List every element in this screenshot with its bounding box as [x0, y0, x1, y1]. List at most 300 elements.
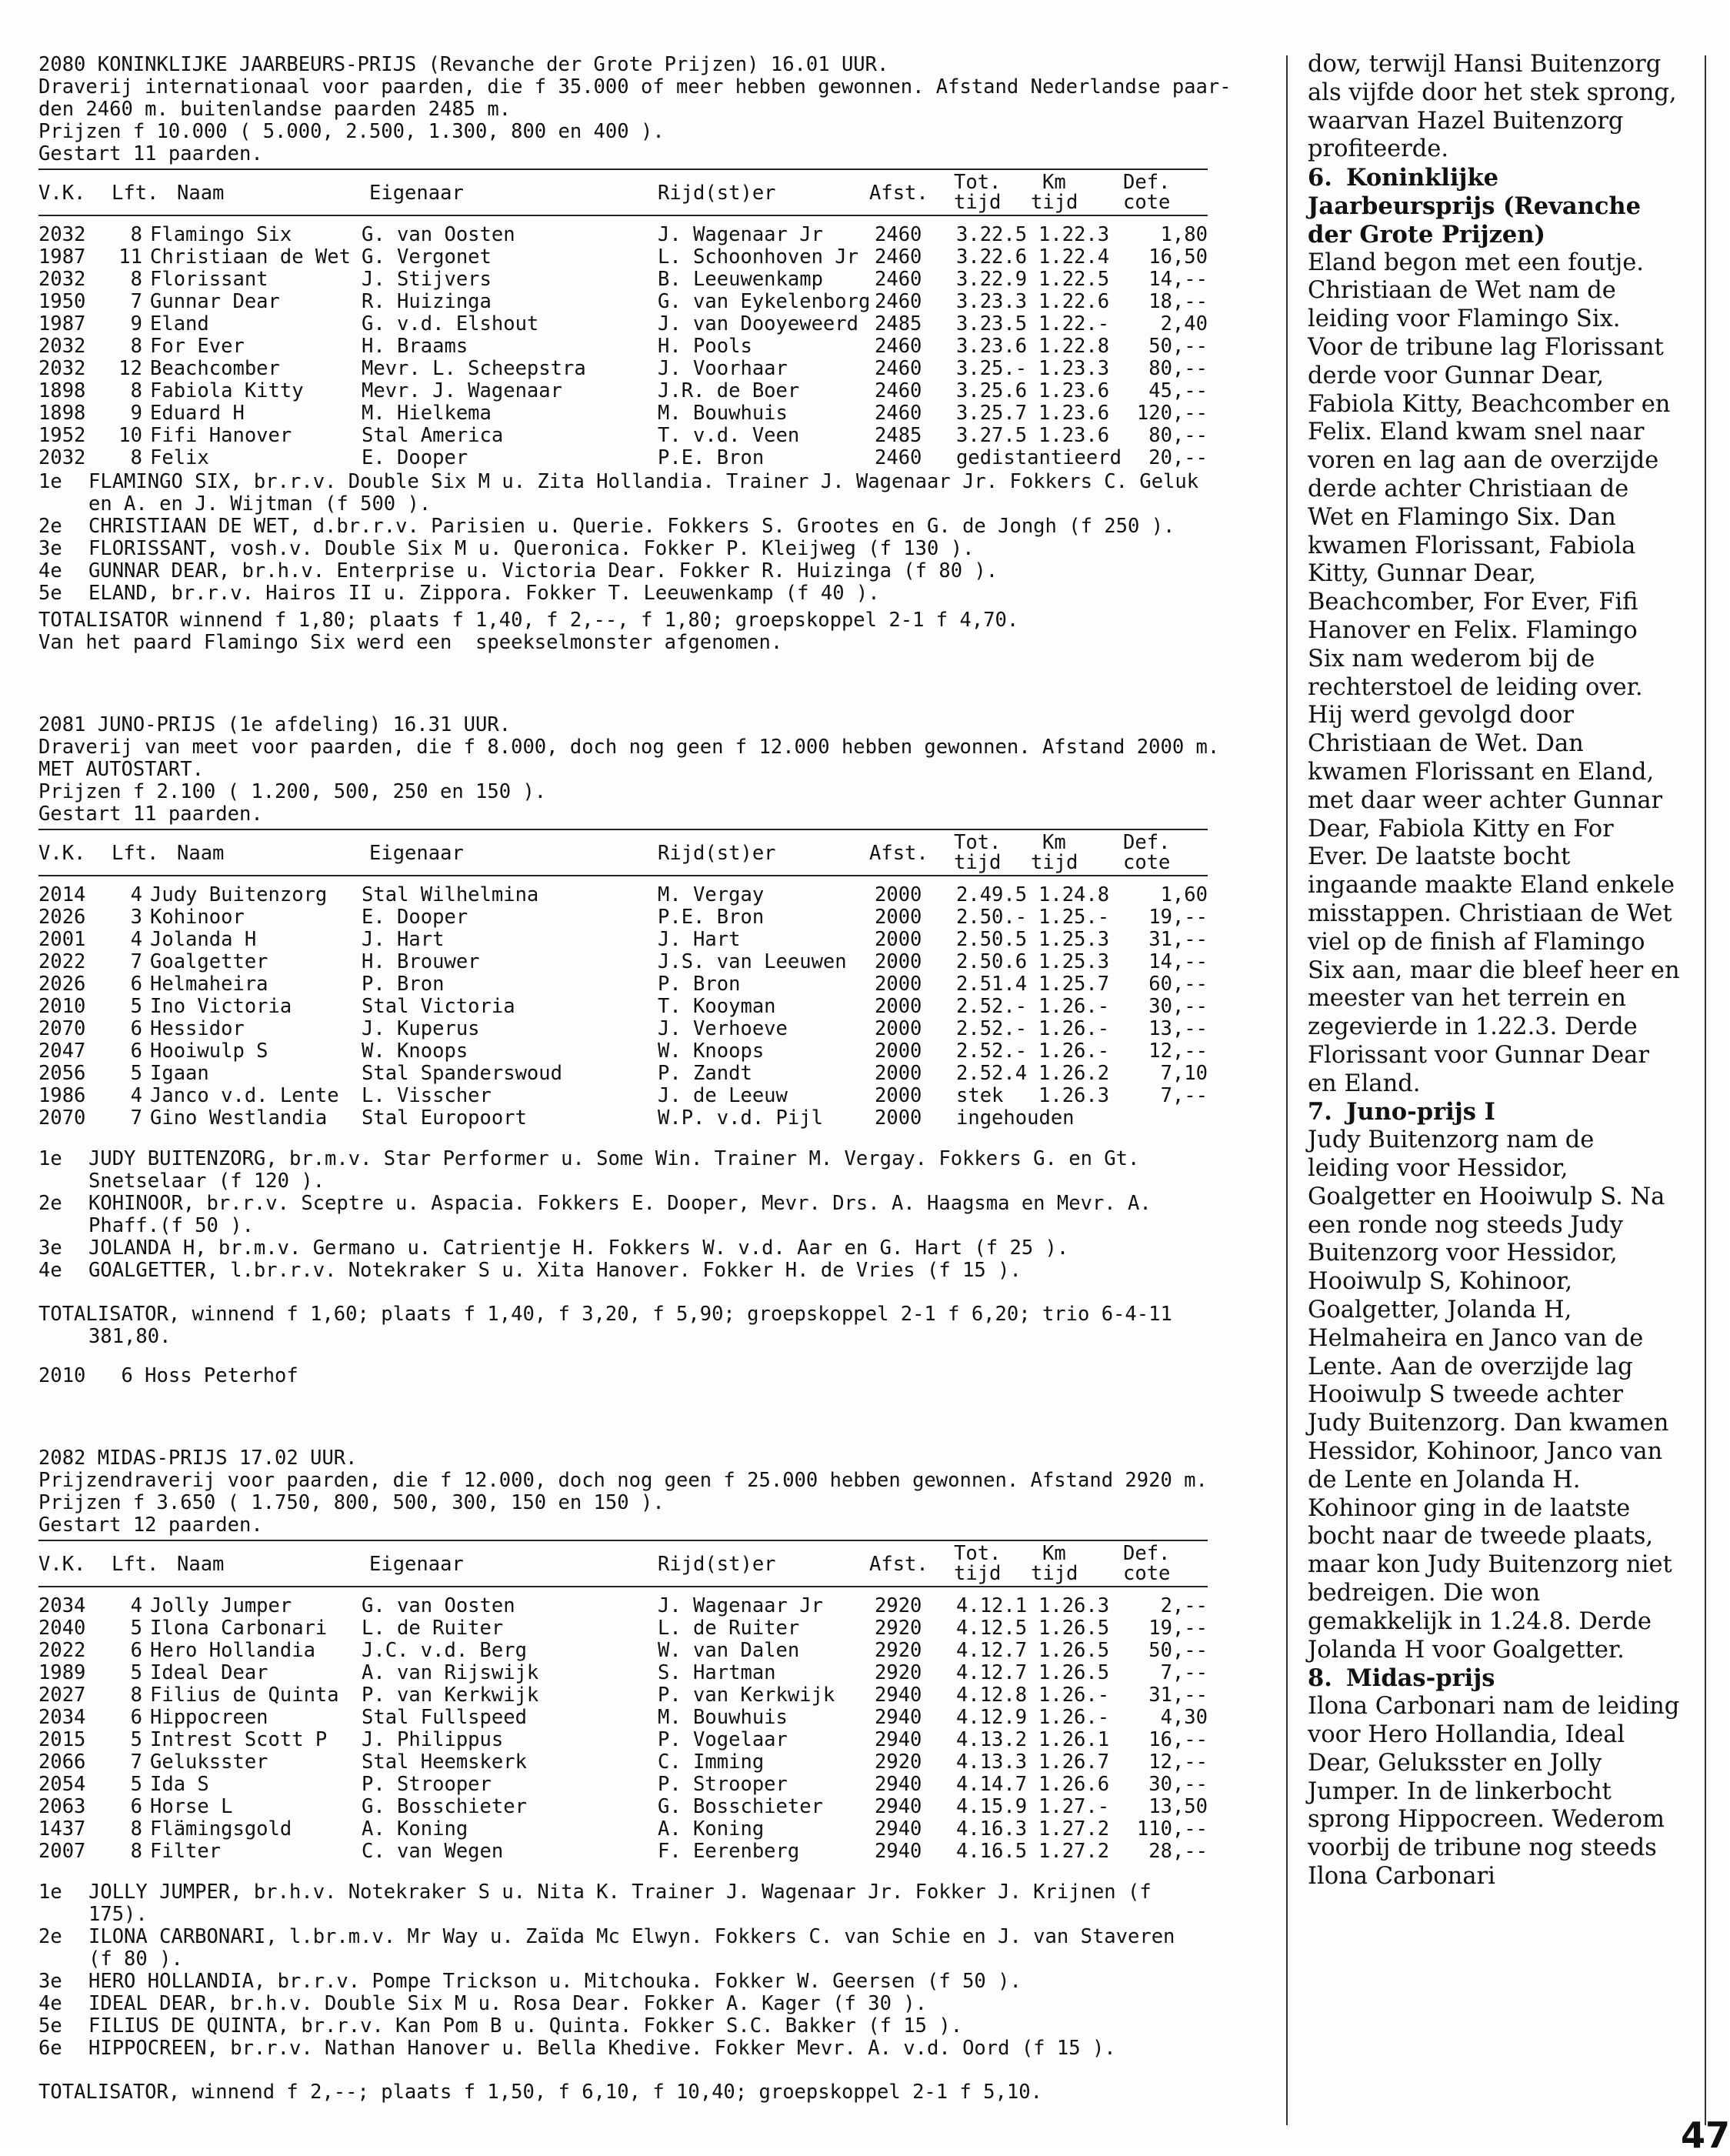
cell-lft: 5 [130, 1728, 142, 1751]
right-column-rule [1705, 55, 1706, 2125]
cell-naam: Fabiola Kitty [150, 379, 304, 402]
totalisator-line: TOTALISATOR, winnend f 1,60; plaats f 1,40, f 3,20, f 5,90; groepskoppel 2-1 f 6,20; trio 6-4-11 [38, 1303, 1172, 1326]
cell-vk: 2026 [38, 906, 86, 929]
table-row [38, 973, 1208, 996]
cell-eigenaar: Stal Europoort [362, 1106, 527, 1130]
cell-vk: 2034 [38, 1706, 86, 1729]
cell-lft: 6 [130, 1706, 142, 1729]
table-row [38, 1751, 1208, 1774]
placing-text: CHRISTIAAN DE WET, d.br.r.v. Parisien u. Querie. Fokkers S. Grootes en G. de Jongh (f 250 ). [88, 515, 1175, 538]
table-row [38, 447, 1208, 469]
cell-eigenaar: W. Knoops [362, 1040, 468, 1063]
cell-eigenaar: Stal Fullspeed [362, 1706, 527, 1729]
column-divider [1286, 55, 1288, 2125]
cell-tot-tijd: 3.23.5 [956, 312, 1028, 335]
cell-afst: 2920 [875, 1594, 922, 1617]
cell-eigenaar: Stal Heemskerk [362, 1750, 527, 1774]
table-row [38, 402, 1208, 425]
totalisator-line: 381,80. [88, 1325, 172, 1348]
col-def-sub: cote [1123, 1562, 1171, 1585]
cell-vk: 2032 [38, 357, 86, 380]
cell-vk: 2007 [38, 1840, 86, 1863]
cell-def-cote: 13,50 [1148, 1795, 1208, 1818]
cell-eigenaar: R. Huizinga [362, 290, 492, 313]
placing-text: ELAND, br.r.v. Hairos II u. Zippora. Fokker T. Leeuwenkamp (f 40 ). [88, 582, 880, 605]
cell-naam: Fifi Hanover [150, 424, 292, 447]
cell-tot-tijd: 4.12.7 [956, 1661, 1028, 1684]
cell-km-tijd: 1.26.5 [1038, 1617, 1110, 1640]
placing-entry [38, 1237, 1208, 1260]
results-table-header [38, 1540, 1208, 1587]
cell-naam: Hippocreen [150, 1706, 268, 1729]
cell-lft: 3 [130, 906, 142, 929]
cell-vk: 1437 [38, 1817, 86, 1841]
placing-number: 1e [38, 1881, 62, 1904]
col-afst: Afst. [869, 842, 928, 865]
table-row [38, 1595, 1208, 1617]
cell-vk: 2022 [38, 950, 86, 973]
placing-number: 3e [38, 537, 62, 560]
race-2082 [38, 1447, 1208, 2104]
cell-def-cote: 31,-- [1148, 928, 1208, 951]
cell-eigenaar: J. Stijvers [362, 268, 492, 291]
cell-km-tijd: 1.26.5 [1038, 1639, 1110, 1662]
cell-naam: Ilona Carbonari [150, 1617, 328, 1640]
cell-rijder: M. Bouwhuis [658, 402, 788, 425]
col-naam: Naam [177, 842, 225, 865]
cell-vk: 2014 [38, 883, 86, 906]
cell-tot-tijd: 3.25.6 [956, 379, 1028, 402]
race-2081 [38, 713, 1220, 1387]
race-report-column [1308, 51, 1681, 1891]
section-title: Midas-prijs [1346, 1664, 1495, 1693]
cell-naam: Filter [150, 1840, 222, 1863]
cell-tot-tijd: 2.52.- [956, 995, 1028, 1018]
cell-lft: 5 [130, 1062, 142, 1085]
cell-naam: Helmaheira [150, 973, 268, 996]
col-vk: V.K. [38, 842, 86, 865]
cell-tot-tijd: 4.13.3 [956, 1750, 1028, 1774]
placing-text: IDEAL DEAR, br.h.v. Double Six M u. Rosa Dear. Fokker A. Kager (f 30 ). [88, 1992, 928, 2015]
cell-naam: Hessidor [150, 1017, 245, 1040]
cell-eigenaar: G. Bosschieter [362, 1795, 527, 1818]
cell-eigenaar: J.C. v.d. Berg [362, 1639, 527, 1662]
placing-text: ILONA CARBONARI, l.br.m.v. Mr Way u. Zaïda Mc Elwyn. Fokkers C. van Schie en J. van Staveren (f 80 ). [88, 1925, 1175, 1971]
col-tot-sub: tijd [954, 1562, 1002, 1585]
cell-vk: 2040 [38, 1617, 86, 1640]
race-starters: Gestart 11 paarden. [38, 803, 263, 826]
placing-number: 4e [38, 1259, 62, 1282]
col-rijder: Rijd(st)er [658, 182, 776, 205]
report-section-8 [1308, 1664, 1681, 1891]
cell-rijder: A. Koning [658, 1817, 765, 1841]
section-number: 8. [1308, 1664, 1332, 1693]
cell-rijder: J.S. van Leeuwen [658, 950, 847, 973]
table-row [38, 425, 1208, 447]
col-eigenaar: Eigenaar [369, 182, 464, 205]
cell-rijder: M. Bouwhuis [658, 1706, 788, 1729]
cell-tot-tijd: 2.51.4 [956, 973, 1028, 996]
cell-naam: Christiaan de Wet [150, 245, 351, 269]
cell-lft: 5 [130, 1617, 142, 1640]
cell-naam: Florissant [150, 268, 268, 291]
cell-naam: Ino Victoria [150, 995, 292, 1018]
cell-tot-tijd: 3.22.5 [956, 223, 1028, 246]
placing-number: 6e [38, 2037, 62, 2060]
cell-eigenaar: L. Visscher [362, 1084, 492, 1107]
cell-vk: 1987 [38, 312, 86, 335]
cell-lft: 5 [130, 1661, 142, 1684]
cell-naam: Gunnar Dear [150, 290, 280, 313]
cell-lft: 6 [130, 1017, 142, 1040]
cell-lft: 7 [130, 1106, 142, 1130]
cell-tot-tijd: 2.52.- [956, 1040, 1028, 1063]
cell-eigenaar: G. v.d. Elshout [362, 312, 539, 335]
cell-tot-tijd: 4.13.2 [956, 1728, 1028, 1751]
cell-eigenaar: J. Kuperus [362, 1017, 480, 1040]
totalisator [38, 2081, 1208, 2104]
cell-eigenaar: H. Braams [362, 335, 468, 358]
race-prizes: Prijzen f 3.650 ( 1.750, 800, 500, 300, 150 en 150 ). [38, 1491, 665, 1514]
cell-afst: 2940 [875, 1706, 922, 1729]
cell-tot-tijd: 2.52.4 [956, 1062, 1028, 1085]
placing-text: FLORISSANT, vosh.v. Double Six M u. Queronica. Fokker P. Kleijweg (f 130 ). [88, 537, 975, 560]
col-eigenaar: Eigenaar [369, 1553, 464, 1576]
table-row [38, 291, 1208, 313]
table-row [38, 1018, 1208, 1040]
cell-vk: 1898 [38, 402, 86, 425]
placing-number: 5e [38, 2014, 62, 2038]
col-lft: Lft. [112, 842, 159, 865]
cell-km-tijd: 1.27.2 [1038, 1817, 1110, 1841]
cell-rijder: W. Knoops [658, 1040, 765, 1063]
placing-entry [38, 1881, 1208, 1926]
cell-km-tijd: 1.25.7 [1038, 973, 1110, 996]
cell-vk: 1952 [38, 424, 86, 447]
race-starters: Gestart 12 paarden. [38, 1514, 263, 1537]
cell-naam: Flamingo Six [150, 223, 292, 246]
race-title: 2082 MIDAS-PRIJS 17.02 UUR. [38, 1447, 358, 1470]
race-results-column [38, 53, 1232, 2104]
cell-lft: 7 [130, 290, 142, 313]
placing-text: FILIUS DE QUINTA, br.r.v. Kan Pom B u. Quinta. Fokker S.C. Bakker (f 15 ). [88, 2014, 963, 2038]
cell-def-cote: 12,-- [1148, 1040, 1208, 1063]
table-row [38, 951, 1208, 973]
cell-def-cote: 1,60 [1160, 883, 1208, 906]
cell-naam: Igaan [150, 1062, 209, 1085]
cell-afst: 2000 [875, 973, 922, 996]
cell-eigenaar: J. Philippus [362, 1728, 504, 1751]
cell-eigenaar: P. van Kerkwijk [362, 1684, 539, 1707]
cell-afst: 2000 [875, 928, 922, 951]
placing-number: 3e [38, 1970, 62, 1993]
col-def: Def. [1123, 1542, 1171, 1565]
cell-vk: 2027 [38, 1684, 86, 1707]
cell-afst: 2460 [875, 245, 922, 269]
table-row [38, 1617, 1208, 1640]
cell-lft: 9 [130, 312, 142, 335]
cell-lft: 12 [118, 357, 142, 380]
cell-rijder: P. Strooper [658, 1773, 788, 1796]
race-conditions: den 2460 m. buitenlandse paarden 2485 m. [38, 98, 512, 121]
cell-vk: 1989 [38, 1661, 86, 1684]
col-def-sub: cote [1123, 191, 1171, 214]
cell-naam: Eland [150, 312, 209, 335]
race-title: 2081 JUNO-PRIJS (1e afdeling) 16.31 UUR. [38, 713, 512, 736]
cell-afst: 2940 [875, 1684, 922, 1707]
cell-eigenaar: G. van Oosten [362, 1594, 515, 1617]
placing-entry [38, 538, 1208, 560]
cell-vk: 1950 [38, 290, 86, 313]
results-rows [38, 224, 1208, 469]
cell-afst: 2940 [875, 1773, 922, 1796]
col-km-sub: tijd [1031, 851, 1078, 874]
placing-entry [38, 1971, 1208, 1993]
cell-naam: Jolly Jumper [150, 1594, 292, 1617]
cell-naam: Janco v.d. Lente [150, 1084, 339, 1107]
cell-afst: 2460 [875, 446, 922, 469]
cell-def-cote: 16,50 [1148, 245, 1208, 269]
cell-def-cote: 60,-- [1148, 973, 1208, 996]
cell-vk: 2063 [38, 1795, 86, 1818]
cell-km-tijd: 1.26.- [1038, 1684, 1110, 1707]
cell-eigenaar: G. Vergonet [362, 245, 492, 269]
cell-naam: Goalgetter [150, 950, 268, 973]
cell-lft: 6 [130, 1639, 142, 1662]
table-row [38, 1684, 1208, 1707]
totalisator [38, 609, 1208, 654]
cell-def-cote: 2,40 [1160, 312, 1208, 335]
cell-def-cote: 16,-- [1148, 1728, 1208, 1751]
cell-km-tijd: 1.25.3 [1038, 950, 1110, 973]
report-section-7 [1308, 1098, 1681, 1664]
cell-def-cote: 80,-- [1148, 424, 1208, 447]
cell-eigenaar: Stal Wilhelmina [362, 883, 539, 906]
cell-tot-tijd: 3.22.6 [956, 245, 1028, 269]
cell-afst: 2460 [875, 268, 922, 291]
cell-rijder: P. Bron [658, 973, 741, 996]
cell-lft: 5 [130, 1773, 142, 1796]
placing-entry [38, 1148, 1208, 1193]
col-vk: V.K. [38, 182, 86, 205]
cell-rijder: T. Kooyman [658, 995, 776, 1018]
cell-def-cote: 19,-- [1148, 906, 1208, 929]
col-tot-sub: tijd [954, 851, 1002, 874]
cell-afst: 2940 [875, 1795, 922, 1818]
cell-rijder: L. de Ruiter [658, 1617, 800, 1640]
table-row [38, 884, 1208, 906]
cell-rijder: J. Verhoeve [658, 1017, 788, 1040]
cell-km-tijd: 1.22.4 [1038, 245, 1110, 269]
cell-tot-tijd: 4.14.7 [956, 1773, 1028, 1796]
placing-number: 2e [38, 515, 62, 538]
col-km-sub: tijd [1031, 191, 1078, 214]
cell-km-tijd: 1.26.- [1038, 1040, 1110, 1063]
cell-afst: 2940 [875, 1728, 922, 1751]
cell-afst: 2000 [875, 950, 922, 973]
results-table-header [38, 169, 1208, 216]
report-intro: dow, terwijl Hansi Buitenzorg als vijfde door het stek sprong, waarvan Hazel Buitenzorg profiteerde. [1308, 51, 1677, 163]
cell-km-tijd: 1.26.3 [1038, 1084, 1110, 1107]
col-tot: Tot. [954, 1542, 1002, 1565]
cell-km-tijd: 1.26.5 [1038, 1661, 1110, 1684]
table-row [38, 929, 1208, 951]
cell-tot-tijd: 2.52.- [956, 1017, 1028, 1040]
cell-vk: 1898 [38, 379, 86, 402]
cell-def-cote: 110,-- [1136, 1817, 1208, 1841]
section-number: 6. [1308, 164, 1332, 192]
cell-naam: Jolanda H [150, 928, 257, 951]
cell-lft: 10 [118, 424, 142, 447]
cell-tot-tijd: 4.12.9 [956, 1706, 1028, 1729]
cell-rijder: H. Pools [658, 335, 752, 358]
cell-vk: 2070 [38, 1106, 86, 1130]
cell-lft: 8 [130, 223, 142, 246]
table-row [38, 358, 1208, 380]
placing-text: HIPPOCREEN, br.r.v. Nathan Hanover u. Bella Khedive. Fokker Mevr. A. v.d. Oord (f 15 ). [88, 2037, 1116, 2060]
placing-number: 2e [38, 1925, 62, 1948]
cell-km-tijd: 1.23.6 [1038, 379, 1110, 402]
cell-rijder: S. Hartman [658, 1661, 776, 1684]
cell-rijder: P. van Kerkwijk [658, 1684, 835, 1707]
placing-number: 1e [38, 470, 62, 493]
scratched-horse: 2010 6 Hoss Peterhof [38, 1364, 298, 1387]
cell-vk: 2015 [38, 1728, 86, 1751]
cell-eigenaar: Stal America [362, 424, 504, 447]
cell-km-tijd: 1.27.- [1038, 1795, 1110, 1818]
cell-eigenaar: Mevr. J. Wagenaar [362, 379, 562, 402]
cell-rijder: J. van Dooyeweerd [658, 312, 858, 335]
cell-km-tijd: 1.23.6 [1038, 424, 1110, 447]
cell-vk: 2001 [38, 928, 86, 951]
cell-tot-tijd: 3.25.- [956, 357, 1028, 380]
col-afst: Afst. [869, 1553, 928, 1576]
cell-afst: 2920 [875, 1661, 922, 1684]
cell-tot-tijd: gedistantieerd [956, 446, 1122, 469]
cell-def-cote: 7,10 [1160, 1062, 1208, 1085]
cell-tot-tijd: 4.12.5 [956, 1617, 1028, 1640]
race-conditions: Draverij van meet voor paarden, die f 8.000, doch nog geen f 12.000 hebben gewonnen. Afstand 2000 m. [38, 736, 1220, 759]
cell-vk: 1987 [38, 245, 86, 269]
cell-afst: 2000 [875, 1062, 922, 1085]
totalisator-line: TOTALISATOR, winnend f 2,--; plaats f 1,50, f 6,10, f 10,40; groepskoppel 2-1 f 5,10. [38, 2081, 1042, 2104]
table-row [38, 1796, 1208, 1818]
cell-afst: 2940 [875, 1817, 922, 1841]
cell-rijder: C. Imming [658, 1750, 765, 1774]
cell-afst: 2485 [875, 312, 922, 335]
cell-vk: 2010 [38, 995, 86, 1018]
cell-lft: 4 [130, 928, 142, 951]
cell-tot-tijd: 4.16.5 [956, 1840, 1028, 1863]
col-tot: Tot. [954, 171, 1002, 194]
cell-afst: 2460 [875, 223, 922, 246]
cell-km-tijd: 1.27.2 [1038, 1840, 1110, 1863]
cell-naam: Ida S [150, 1773, 209, 1796]
cell-rijder: P.E. Bron [658, 446, 765, 469]
table-row [38, 1107, 1208, 1130]
cell-naam: Kohinoor [150, 906, 245, 929]
cell-afst: 2460 [875, 379, 922, 402]
cell-km-tijd: 1.24.8 [1038, 883, 1110, 906]
col-km: Km [1042, 171, 1066, 194]
placings [38, 1881, 1208, 2060]
col-km: Km [1042, 831, 1066, 854]
cell-afst: 2460 [875, 402, 922, 425]
placings [38, 471, 1208, 605]
cell-rijder: B. Leeuwenkamp [658, 268, 823, 291]
cell-rijder: P. Zandt [658, 1062, 752, 1085]
table-row [38, 1063, 1208, 1085]
results-rows [38, 1595, 1208, 1863]
cell-lft: 11 [118, 245, 142, 269]
cell-afst: 2000 [875, 995, 922, 1018]
cell-rijder: J. de Leeuw [658, 1084, 788, 1107]
race-starters: Gestart 11 paarden. [38, 142, 263, 165]
cell-def-cote: 31,-- [1148, 1684, 1208, 1707]
cell-eigenaar: J. Hart [362, 928, 445, 951]
cell-def-cote: 30,-- [1148, 995, 1208, 1018]
placing-text: GOALGETTER, l.br.r.v. Notekraker S u. Xita Hanover. Fokker H. de Vries (f 15 ). [88, 1259, 1022, 1282]
results-table-header [38, 829, 1208, 876]
race-conditions: MET AUTOSTART. [38, 758, 204, 781]
table-row [38, 224, 1208, 246]
placing-entry [38, 471, 1208, 516]
cell-def-cote: 7,-- [1160, 1661, 1208, 1684]
cell-tot-tijd: 3.27.5 [956, 424, 1028, 447]
placing-entry [38, 582, 1208, 605]
cell-lft: 6 [130, 1040, 142, 1063]
cell-rijder: T. v.d. Veen [658, 424, 800, 447]
placing-number: 4e [38, 1992, 62, 2015]
cell-afst: 2920 [875, 1617, 922, 1640]
cell-eigenaar: P. Strooper [362, 1773, 492, 1796]
cell-vk: 2056 [38, 1062, 86, 1085]
cell-tot-tijd: ingehouden [956, 1106, 1075, 1130]
cell-eigenaar: Mevr. L. Scheepstra [362, 357, 586, 380]
cell-vk: 2047 [38, 1040, 86, 1063]
cell-km-tijd: 1.22.5 [1038, 268, 1110, 291]
totalisator-line: TOTALISATOR winnend f 1,80; plaats f 1,40, f 2,--, f 1,80; groepskoppel 2-1 f 4,70. [38, 609, 1019, 632]
placing-text: KOHINOOR, br.r.v. Sceptre u. Aspacia. Fokkers E. Dooper, Mevr. Drs. A. Haagsma en Mevr. A. Phaff.(f 50 ). [88, 1192, 1152, 1237]
cell-vk: 2032 [38, 268, 86, 291]
placing-text: GUNNAR DEAR, br.h.v. Enterprise u. Victoria Dear. Fokker R. Huizinga (f 80 ). [88, 559, 998, 582]
col-km-sub: tijd [1031, 1562, 1078, 1585]
table-row [38, 1729, 1208, 1751]
totalisator [38, 1303, 1208, 1348]
col-eigenaar: Eigenaar [369, 842, 464, 865]
cell-afst: 2460 [875, 357, 922, 380]
cell-def-cote: 4,30 [1160, 1706, 1208, 1729]
cell-tot-tijd: stek [956, 1084, 1004, 1107]
placing-entry [38, 1926, 1208, 1971]
section-text: Ilona Carbonari nam de leiding voor Hero Hollandia, Ideal Dear, Geluksster en Jolly Jumper. In de linkerbocht sprong Hippocreen. Wederom voorbij de tribune nog steeds Ilona Carbonari [1308, 1693, 1680, 1890]
cell-tot-tijd: 3.23.3 [956, 290, 1028, 313]
col-def-sub: cote [1123, 851, 1171, 874]
section-title: Koninklijke Jaarbeursprijs (Revanche der Grote Prijzen) [1308, 164, 1641, 249]
race-prizes: Prijzen f 2.100 ( 1.200, 500, 250 en 150 ). [38, 780, 547, 803]
cell-vk: 2032 [38, 223, 86, 246]
cell-tot-tijd: 4.12.1 [956, 1594, 1028, 1617]
cell-lft: 4 [130, 883, 142, 906]
cell-rijder: M. Vergay [658, 883, 765, 906]
cell-eigenaar: E. Dooper [362, 446, 468, 469]
placing-text: JOLLY JUMPER, br.h.v. Notekraker S u. Nita K. Trainer J. Wagenaar Jr. Fokker J. Krijnen (f 175). [88, 1881, 1152, 1926]
race-conditions: Prijzendraverij voor paarden, die f 12.000, doch nog geen f 25.000 hebben gewonnen. Afstand 2920 m. [38, 1469, 1208, 1492]
col-km: Km [1042, 1542, 1066, 1565]
placing-number: 4e [38, 559, 62, 582]
cell-afst: 2000 [875, 1017, 922, 1040]
table-row [38, 906, 1208, 929]
